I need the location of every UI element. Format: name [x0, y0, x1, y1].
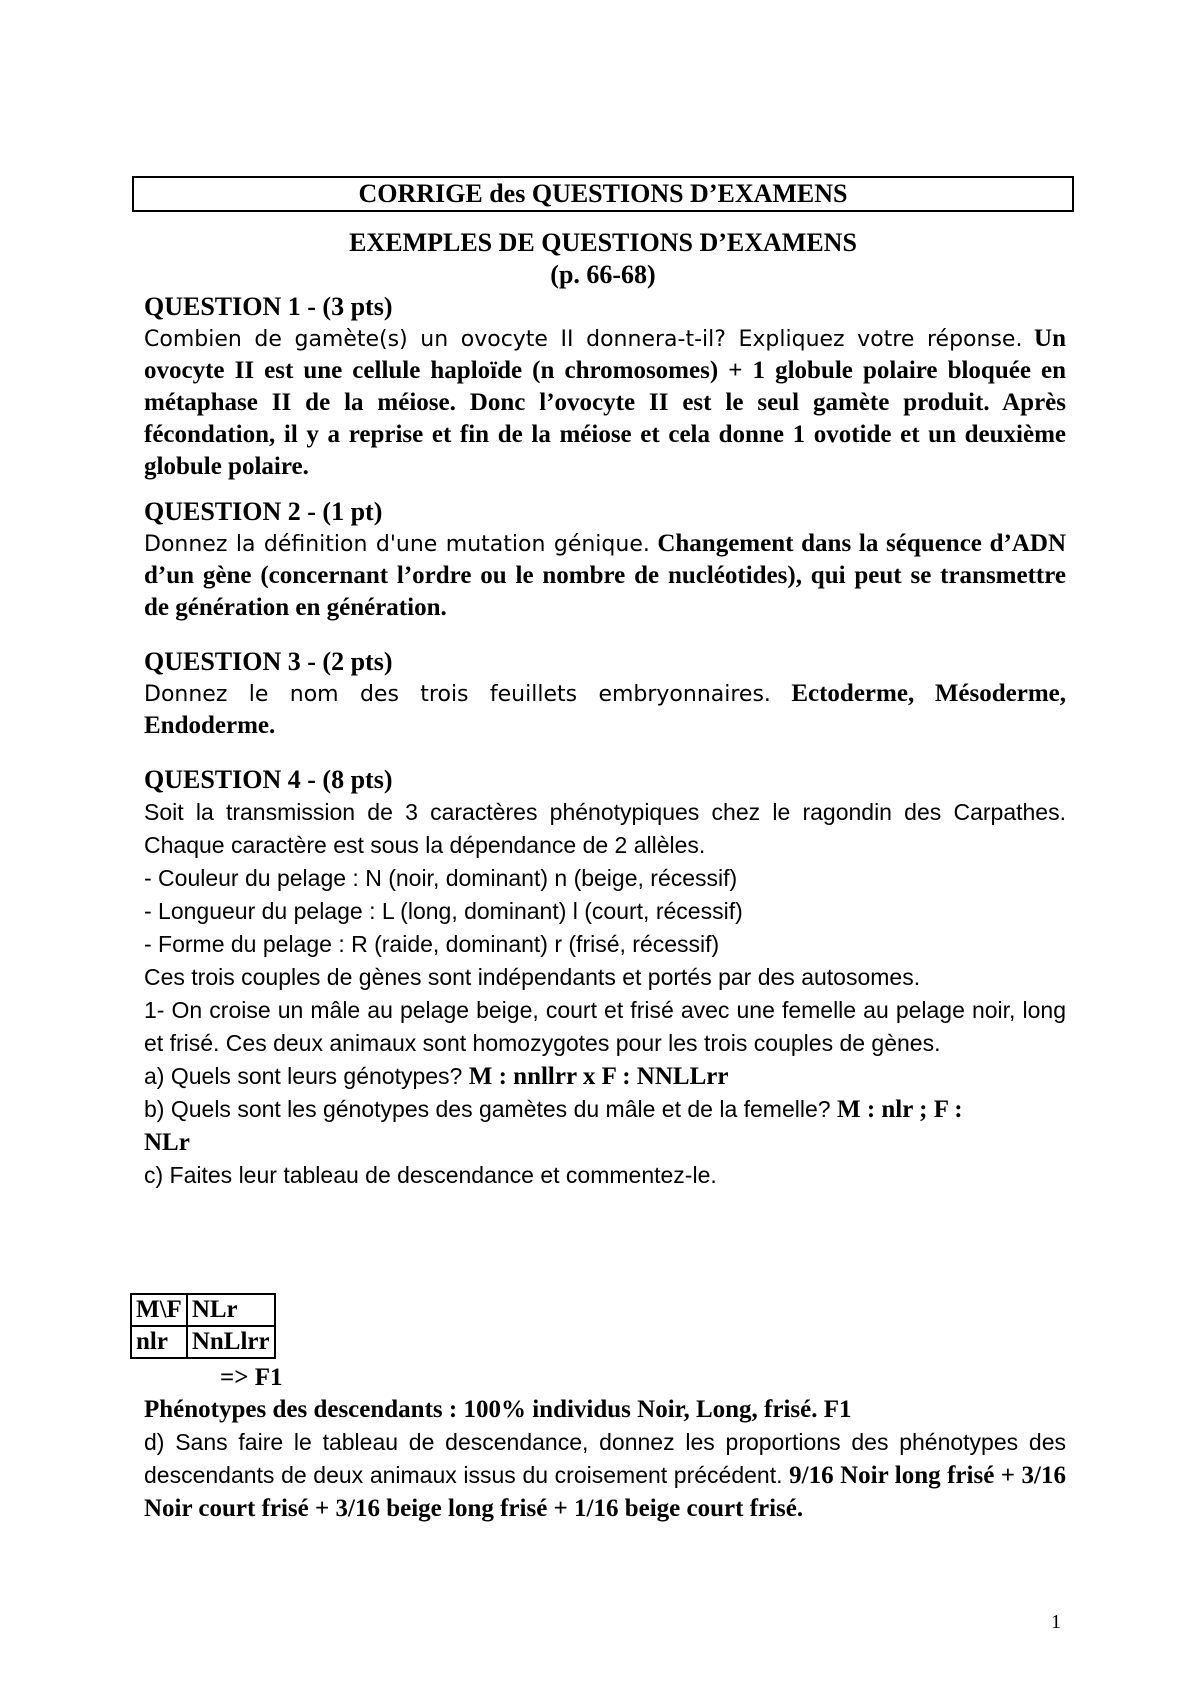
part-1-text: 1- On croise un mâle au pelage beige, court et frisé avec une femelle au pelage noir, long et frisé. Ces deux animaux sont homozygotes pour les trois couples de gènes.	[144, 997, 1066, 1056]
independence-note: Ces trois couples de gènes sont indépendants et portés par des autosomes.	[144, 964, 921, 990]
question-4	[144, 763, 1066, 1192]
descendance-table	[130, 1293, 276, 1359]
table-header-cell: M\F	[131, 1294, 187, 1326]
question-4b-answer-2: NLr	[144, 1129, 190, 1156]
question-1	[144, 290, 1066, 483]
question-1-answer: Un ovocyte II est une cellule haploïde (n chromosomes) + 1 globule polaire bloquée en métaphase II de la méiose. Donc l’ovocyte II est le seul gamète produit. Après fécondation, il y a reprise et fin de la méiose et cela donne 1 ovotide et un deuxième globule polaire.	[144, 325, 1067, 480]
phenotypes-result: Phénotypes des descendants : 100% individus Noir, Long, frisé. F1	[144, 1396, 852, 1423]
question-3-text: Donnez le nom des trois feuillets embryonnaires.	[144, 682, 771, 707]
question-4b	[144, 1093, 1066, 1159]
question-3	[144, 645, 1066, 742]
document-title-box: CORRIGE des QUESTIONS D’EXAMENS	[132, 176, 1074, 212]
question-1-text: Combien de gamète(s) un ovocyte II donnera-t-il? Expliquez votre réponse.	[144, 327, 1023, 352]
question-4d-text: d) Sans faire le tableau de descendance, donnez les proportions des phénotypes des descendants de deux animaux issus du croisement précédent.	[144, 1429, 1066, 1488]
question-2-answer: Changement dans la séquence d’ADN d’un gène (concernant l’ordre ou le nombre de nucléotides), qui peut se transmettre de génération en génération.	[144, 530, 1066, 621]
question-4d-answer: 9/16 Noir long frisé + 3/16 Noir court frisé + 3/16 beige long frisé + 1/16 beige court frisé.	[144, 1462, 1067, 1522]
f1-arrow: => F1	[220, 1364, 283, 1391]
table-cell: NnLlrr	[187, 1326, 275, 1358]
question-4d	[144, 1426, 1066, 1525]
section-title: EXEMPLES DE QUESTIONS D’EXAMENS	[349, 228, 857, 257]
question-4b-text: b) Quels sont les génotypes des gamètes du mâle et de la femelle?	[144, 1096, 831, 1122]
trait-length: - Longueur du pelage : L (long, dominant) l (court, récessif)	[144, 898, 743, 924]
trait-color: - Couleur du pelage : N (noir, dominant) n (beige, récessif)	[144, 865, 738, 891]
question-4a-answer: M : nnllrr x F : NNLLrr	[468, 1063, 729, 1090]
question-4-title: QUESTION 4 - (8 pts)	[144, 765, 393, 794]
question-4a	[144, 1060, 1066, 1093]
question-2-text: Donnez la définition d'une mutation génique.	[144, 532, 650, 557]
table-header-cell: NLr	[187, 1294, 275, 1326]
question-2	[144, 495, 1066, 624]
trait-form: - Forme du pelage : R (raide, dominant) r (frisé, récessif)	[144, 931, 720, 957]
table-row	[131, 1326, 275, 1358]
question-1-title: QUESTION 1 - (3 pts)	[144, 292, 393, 321]
question-2-title: QUESTION 2 - (1 pt)	[144, 497, 383, 526]
page-number: 1	[1051, 1611, 1061, 1633]
table-cell: nlr	[131, 1326, 187, 1358]
section-pages: (p. 66-68)	[550, 260, 656, 289]
question-4-continued	[144, 1362, 1066, 1525]
question-4b-answer-1: M : nlr ; F :	[836, 1096, 963, 1123]
question-4c-text: c) Faites leur tableau de descendance et commentez-le.	[144, 1162, 717, 1188]
question-4a-text: a) Quels sont leurs génotypes?	[144, 1063, 463, 1089]
table-row	[131, 1294, 275, 1326]
question-4-intro: Soit la transmission de 3 caractères phénotypiques chez le ragondin des Carpathes. Chaque caractère est sous la dépendance de 2 allèles.	[144, 799, 1066, 858]
question-3-answer: Ectoderme, Mésoderme, Endoderme.	[144, 680, 1067, 739]
question-3-title: QUESTION 3 - (2 pts)	[144, 647, 393, 676]
